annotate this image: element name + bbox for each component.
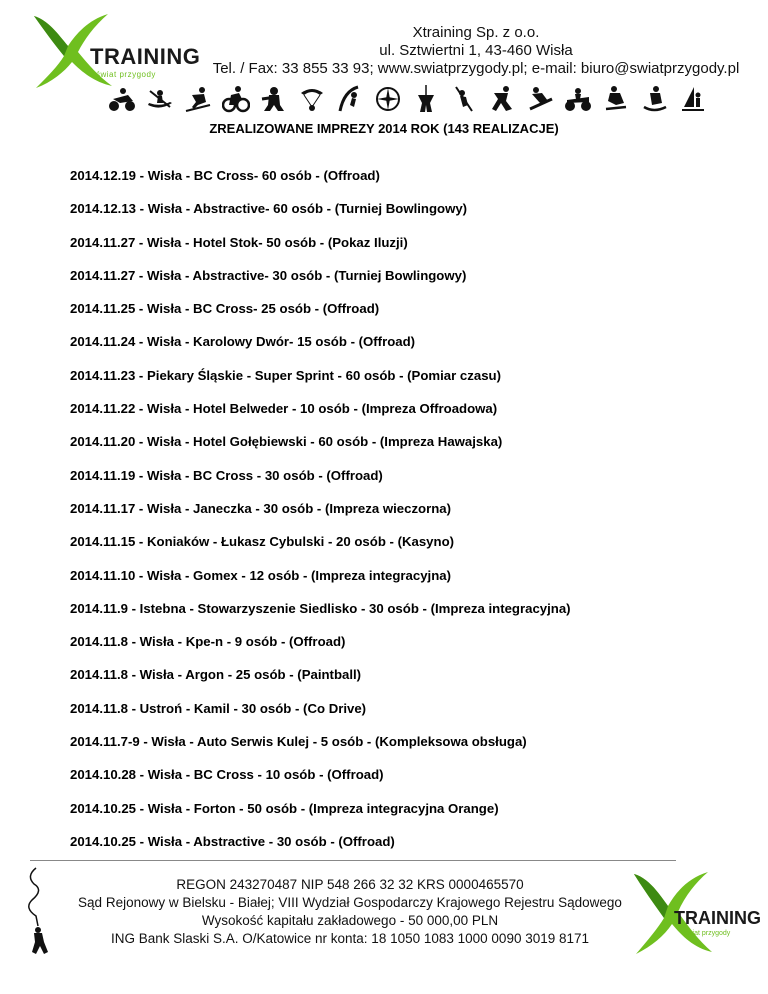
list-item: 2014.12.13 - Wisła - Abstractive- 60 osób - (Turniej Bowlingowy) [70,201,468,217]
paraglider-icon [298,85,326,113]
footer [0,862,768,994]
paintball-icon [260,85,288,113]
skier-icon [184,85,212,113]
list-item: 2014.11.9 - Istebna - Stowarzyszenie Siedlisko - 30 osób - (Impreza integracyjna) [70,600,571,616]
list-item: 2014.11.8 - Wisła - Kpe-n - 9 osób - (Offroad) [70,634,346,650]
list-item: 2014.11.10 - Wisła - Gomex - 12 osób - (Impreza integracyjna) [70,567,451,583]
list-item: 2014.10.28 - Wisła - BC Cross - 10 osób - (Offroad) [70,767,384,783]
company-info [196,24,756,78]
xtraining-logo [28,12,201,90]
court-register: Sąd Rejonowy w Bielsku - Białej; VIII Wydział Gospodarczy Krajowego Rejestru Sądowego [78,895,622,910]
logo-tagline: świat przygody [96,70,156,79]
list-item: 2014.11.20 - Wisła - Hotel Gołębiewski - 60 osób - (Impreza Hawajska) [70,434,503,450]
snowboard-icon [526,85,554,113]
atv-icon [564,85,592,113]
list-item: 2014.11.23 - Piekary Śląskie - Super Sprint - 60 osób - (Pomiar czasu) [70,367,501,383]
logo-wordmark: TRAINING [90,44,201,69]
logo-tagline: świat przygody [684,930,731,937]
list-item: 2014.11.7-9 - Wisła - Auto Serwis Kulej - 5 osób - (Kompleksowa obsługa) [70,734,527,750]
list-item: 2014.11.17 - Wisła - Janeczka - 30 osób - (Impreza wieczorna) [70,500,452,516]
list-item: 2014.11.25 - Wisła - BC Cross- 25 osób - (Offroad) [70,301,380,317]
activity-icons-row [108,82,748,116]
list-item: 2014.12.19 - Wisła - BC Cross- 60 osób - (Offroad) [70,168,380,183]
xtraining-footer-logo [626,868,766,956]
company-contact: Tel. / Fax: 33 855 33 93; www.swiatprzygody.pl; e-mail: biuro@swiatprzygody.pl [212,60,740,77]
jumper-icon [488,85,516,113]
list-item: 2014.11.27 - Wisła - Abstractive- 30 osób - (Turniej Bowlingowy) [70,267,467,283]
regon-nip-krs: REGON 243270487 NIP 548 266 32 32 KRS 0000465570 [176,877,524,892]
rock-climb-icon [450,85,478,113]
share-capital: Wysokość kapitału zakładowego - 50 000,00 PLN [201,913,499,928]
list-item: 2014.11.8 - Ustroń - Kamil - 30 osób - (Co Drive) [70,700,367,716]
logo-wordmark: TRAINING [674,908,761,928]
list-item: 2014.11.22 - Wisła - Hotel Belweder - 10 osób - (Impreza Offroadowa) [70,401,498,417]
list-item: 2014.11.27 - Wisła - Hotel Stok- 50 osób - (Pokaz Iluzji) [70,234,408,250]
company-registration [60,876,640,948]
list-item: 2014.11.24 - Wisła - Karolowy Dwór- 15 osób - (Offroad) [70,334,416,350]
company-name: Xtraining Sp. z o.o. [412,24,540,41]
footer-divider [30,860,676,861]
compass-icon [374,85,402,113]
quad-bike-icon [108,85,136,113]
skateboard-icon [602,85,630,113]
climber-icon [22,866,62,958]
surfer-icon [640,85,668,113]
company-address: ul. Sztwiertni 1, 43-460 Wisła [379,42,573,59]
bank-account: ING Bank Slaski S.A. O/Katowice nr konta: 18 1050 1083 1000 0090 3019 8171 [110,931,590,946]
list-item: 2014.10.25 - Wisła - Abstractive - 30 osób - (Offroad) [70,833,395,849]
events-list [70,168,571,867]
climbing-icon [336,85,364,113]
list-item: 2014.11.19 - Wisła - BC Cross - 30 osób - (Offroad) [70,467,383,483]
list-item: 2014.11.8 - Wisła - Argon - 25 osób - (Paintball) [70,667,362,683]
list-item: 2014.11.15 - Koniaków - Łukasz Cybulski - 20 osób - (Kasyno) [70,534,455,550]
kayak-icon [146,85,174,113]
windsurf-icon [678,85,706,113]
cyclist-icon [222,85,250,113]
list-item: 2014.10.25 - Wisła - Forton - 50 osób - (Impreza integracyjna Orange) [70,800,499,816]
abseil-icon [412,85,440,113]
page-title: ZREALIZOWANE IMPREZY 2014 ROK (143 REALIZACJE) [209,121,559,136]
letterhead [0,0,768,115]
